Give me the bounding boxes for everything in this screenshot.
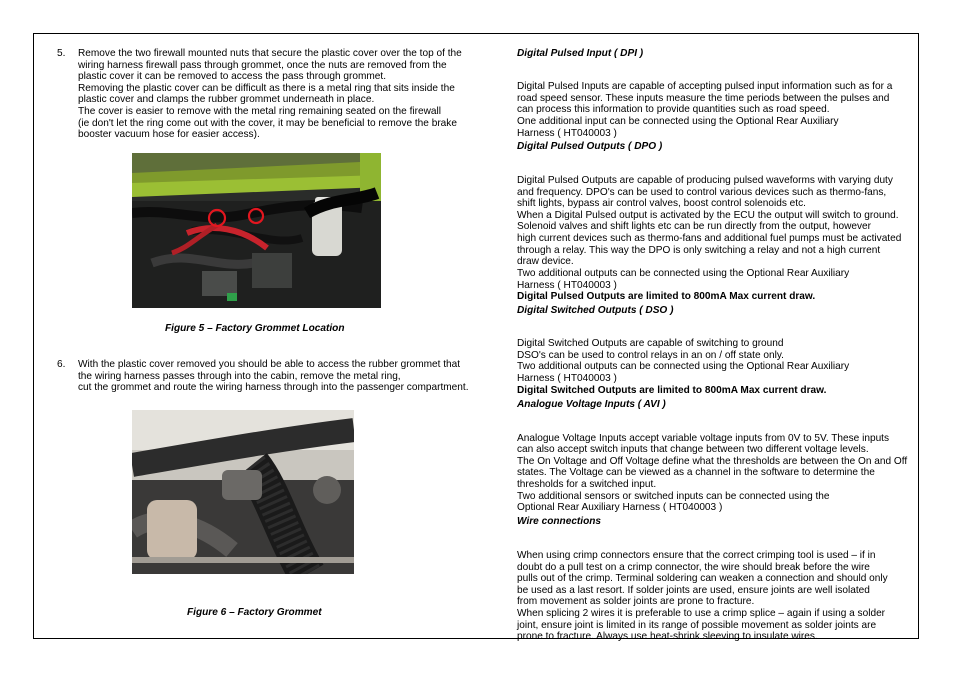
dso-heading: Digital Switched Outputs ( DSO ) [517,305,674,316]
step-5-line: booster vacuum hose for easier access). [78,129,260,140]
dpo-line: draw device. [517,256,574,268]
step-5-line: (ie don't let the ring come out with the cover, it may be beneficial to remove the brake [78,118,457,129]
step-5-line: Remove the two firewall mounted nuts that secure the plastic cover over the top of the [78,48,462,59]
dpo-current-limit-note [517,291,815,303]
step-5-line: wiring harness firewall pass through grommet, once the nuts are removed from the [78,60,447,71]
dso-line: Two additional outputs can be connected using the Optional Rear Auxiliary [517,361,850,373]
wire-connections-heading: Wire connections [517,516,602,527]
step-5-number: 5. [57,48,66,59]
avi-line: states. The Voltage can be viewed as a channel in the software to determine the [517,467,875,479]
dpi-line: One additional input can be connected using the Optional Rear Auxiliary [517,116,839,128]
wire-line: prone to fracture. Always use heat-shrink sleeving to insulate wires. [517,631,818,643]
wire-line: When splicing 2 wires it is preferable to use a crimp splice – again if using a solder [517,608,886,620]
dpo-line: shift lights, bypass air control valves, boost control solenoids etc. [517,198,806,210]
avi-line: The On Voltage and Off Voltage define what the thresholds are between the On and Off [517,456,908,468]
dpo-line: through a relay. This way the DPO is only switching a relay and not a high current [517,245,881,257]
step-5-line: plastic cover it can be removed to access the pass through grommet. [78,71,387,82]
figure-6-grommet-photo [132,410,354,574]
step-5-line: Removing the plastic cover can be difficult as there is a metal ring that sits inside the [78,83,455,94]
avi-line: can also accept switch inputs that change between two different voltage levels. [517,444,869,456]
dpi-line: can process this information to provide quantities such as road speed. [517,104,830,116]
step-5-line: plastic cover and clamps the rubber grommet underneath in place. [78,94,375,105]
dpo-line: Solenoid valves and shift lights etc can be run directly from the output, however [517,221,872,233]
avi-line: Analogue Voltage Inputs accept variable voltage inputs from 0V to 5V. These inputs [517,433,890,445]
dpo-line: and frequency. DPO's can be used to control various devices such as thermo-fans, [517,187,887,199]
wire-line: from movement as solder joints are prone to fracture. [517,596,755,608]
step-6-line: the wiring harness passes through into the cabin, remove the metal ring, [78,371,401,382]
step-5-line: The cover is easier to remove with the metal ring remaining seated on the firewall [78,106,441,117]
dpi-line: Digital Pulsed Inputs are capable of accepting pulsed input information such as for a [517,81,893,93]
avi-heading: Analogue Voltage Inputs ( AVI ) [517,399,666,410]
dpo-heading: Digital Pulsed Outputs ( DPO ) [517,141,663,152]
wire-line: doubt do a pull test on a crimp connector, the wire should break before the wire [517,562,870,574]
figure-5-caption: Figure 5 – Factory Grommet Location [165,323,345,334]
dpo-line: Harness ( HT040003 ) [517,280,617,292]
wire-line: be used as a last resort. If solder joints are used, ensure joints are well isolated [517,585,870,597]
avi-line: Two additional sensors or switched inputs can be connected using the [517,491,830,503]
dpo-line: high current devices such as thermo-fans and additional fuel pumps must be activated [517,233,902,245]
dpo-bold-note: Digital Pulsed Outputs are limited to 800mA Max current draw. [517,291,816,303]
dpi-line: Harness ( HT040003 ) [517,128,617,140]
dpo-line: Two additional outputs can be connected using the Optional Rear Auxiliary [517,268,850,280]
dso-current-limit-note [517,385,826,397]
dso-line: Harness ( HT040003 ) [517,373,617,385]
figure-6-caption: Figure 6 – Factory Grommet [187,607,322,618]
wire-line: When using crimp connectors ensure that the correct crimping tool is used – if in [517,550,876,562]
dso-bold-note: Digital Switched Outputs are limited to 800mA Max current draw. [517,385,827,397]
step-6-line: With the plastic cover removed you should be able to access the rubber grommet that [78,359,461,370]
dpo-line: Digital Pulsed Outputs are capable of producing pulsed waveforms with varying duty [517,175,893,187]
dpi-line: road speed sensor. These inputs measure the time periods between the pulses and [517,93,890,105]
avi-line: thresholds for a switched input. [517,479,657,491]
wire-line: pulls out of the crimp. Terminal soldering can weaken a connection and should only [517,573,888,585]
step-6-line: cut the grommet and route the wiring harness through into the passenger compartment. [78,382,469,393]
step-6-number: 6. [57,359,66,370]
dso-line: DSO's can be used to control relays in an on / off state only. [517,350,784,362]
dpo-line: When a Digital Pulsed output is activated by the ECU the output will switch to ground. [517,210,899,222]
wire-line: joint, ensure joint is limited in its range of possible movement as solder joints are [517,620,877,632]
dpi-heading: Digital Pulsed Input ( DPI ) [517,48,644,59]
figure-5-engine-bay-photo [132,153,381,308]
dso-line: Digital Switched Outputs are capable of switching to ground [517,338,784,350]
avi-line: Optional Rear Auxiliary Harness ( HT040003 ) [517,502,723,514]
